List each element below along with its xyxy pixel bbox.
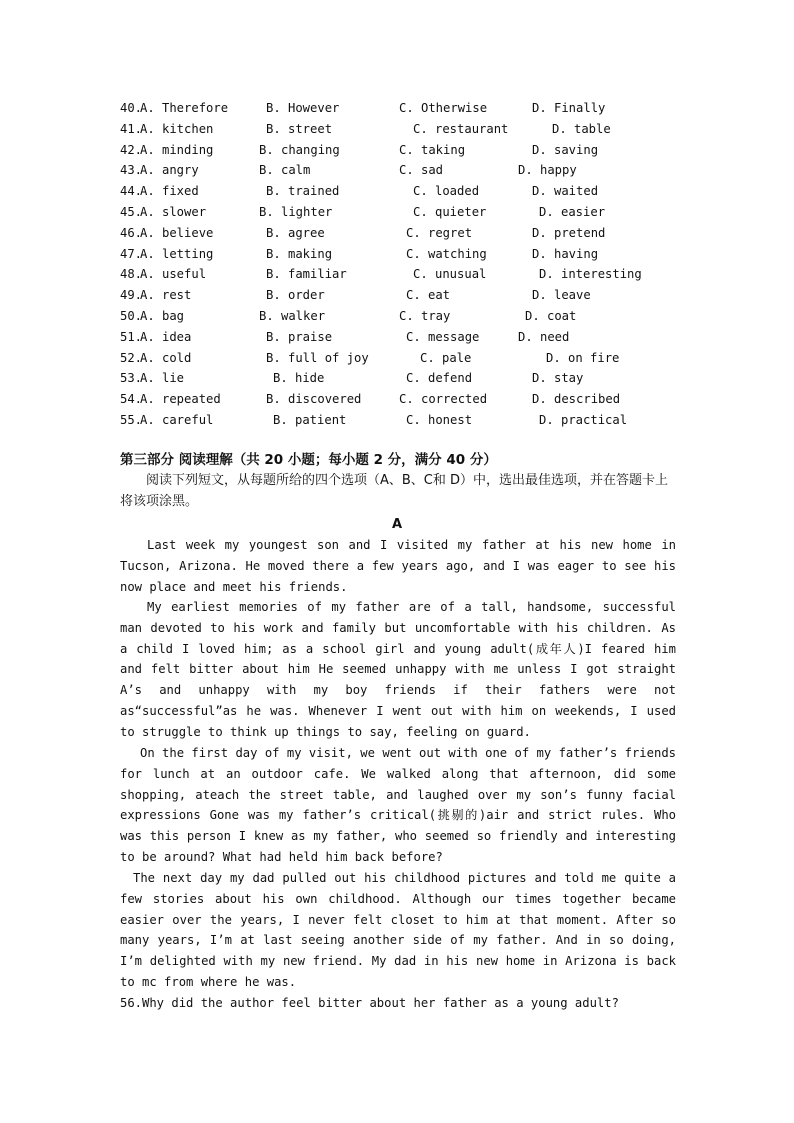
question-number: 48. [120, 267, 143, 282]
option-c: C. message [406, 329, 480, 344]
instruction-text: 阅读下列短文，从每题所给的四个选项（A、B、C和 D）中，选出最佳选项，并在答题卡上将该项涂黑。 [120, 473, 669, 509]
option-c: C. unusual [413, 267, 487, 282]
option-b: B. praise [266, 329, 333, 344]
passage-title: A [391, 517, 403, 532]
option-d: D. saving [532, 142, 599, 157]
option-a: A. minding [140, 142, 214, 157]
option-a: A. Therefore [140, 101, 229, 115]
option-b: B. order [266, 288, 325, 303]
option-a: A. fixed [140, 184, 199, 199]
option-c: C. quieter [413, 205, 487, 219]
question-number: 50. [120, 309, 143, 323]
option-a: A. slower [140, 205, 207, 219]
option-b: B. trained [266, 184, 340, 199]
option-d: D. described [532, 392, 621, 407]
option-c: C. corrected [399, 392, 488, 407]
question-number: 47. [120, 246, 143, 261]
option-a: A. repeated [140, 392, 221, 407]
option-c: C. Otherwise [399, 101, 488, 115]
passage-paragraph: Last week my youngest son and I visited my father at his new home in Tucson, Arizona. He moved there a few years ago, and I was eager to see his now place and meet his friends. [120, 538, 676, 594]
option-a: A. believe [140, 225, 214, 240]
option-d: D. coat [525, 309, 577, 323]
question-number: 43. [120, 163, 143, 178]
option-d: D. leave [532, 288, 591, 303]
option-a: A. useful [140, 267, 207, 282]
option-c: C. regret [406, 225, 473, 240]
option-d: D. Finally [532, 101, 606, 115]
option-d: D. pretend [532, 225, 606, 240]
option-d: D. stay [532, 371, 584, 386]
option-b: B. familiar [266, 267, 347, 282]
option-b: B. walker [259, 309, 326, 323]
option-a: A. rest [140, 288, 192, 303]
option-d: D. table [552, 121, 611, 136]
option-b: B. making [266, 246, 333, 261]
question-number: 49. [120, 288, 143, 303]
question-number: 45. [120, 205, 143, 219]
option-b: B. street [266, 121, 333, 136]
option-d: D. on fire [546, 350, 620, 365]
option-b: B. agree [266, 225, 325, 240]
option-b: B. calm [259, 163, 311, 178]
option-b: B. However [266, 101, 340, 115]
option-c: C. loaded [413, 184, 480, 199]
question-number: 44. [120, 184, 143, 199]
option-a: A. kitchen [140, 121, 214, 136]
question-number: 55. [120, 413, 143, 427]
option-d: D. easier [539, 205, 606, 219]
option-a: A. bag [140, 309, 185, 323]
option-c: C. sad [399, 163, 444, 178]
option-d: D. interesting [539, 267, 642, 282]
question-number: 40. [120, 101, 143, 115]
option-a: A. idea [140, 329, 192, 344]
question-56: 56.Why did the author feel bitter about her father as a young adult? [120, 996, 619, 1010]
section-heading: 第三部分 阅读理解（共 20 小题；每小题 2 分，满分 40 分） [120, 452, 497, 468]
option-b: B. changing [259, 142, 340, 157]
question-number: 46. [120, 225, 143, 240]
question-number: 52. [120, 350, 143, 365]
option-a: A. careful [140, 413, 214, 427]
question-number: 54. [120, 392, 143, 407]
option-d: D. happy [518, 163, 577, 178]
option-c: C. pale [420, 350, 472, 365]
option-a: A. lie [140, 371, 185, 386]
option-c: C. restaurant [413, 121, 509, 136]
option-d: D. having [532, 246, 599, 261]
option-c: C. defend [406, 371, 473, 386]
option-c: C. watching [406, 246, 487, 261]
option-b: B. patient [273, 413, 347, 427]
option-c: C. honest [406, 413, 473, 427]
question-number: 51. [120, 329, 143, 344]
option-d: D. practical [539, 413, 628, 427]
passage-paragraph: My earliest memories of my father are of a tall, handsome, successful man devoted to his work and family but uncomfortable with his children. As a child I loved him; as a school girl and young adult(成年人)I feared him and felt bitter about him He seemed unhappy with me unless I got straight A’s and unhappy with my boy friends if their fathers were not as“successful”as he was. Whenever I went out with him on weekends, I used to struggle to think up things to say, feeling on guard. [120, 600, 676, 739]
option-d: D. need [518, 329, 570, 344]
option-b: B. lighter [259, 205, 333, 219]
option-c: C. taking [399, 142, 466, 157]
option-b: B. hide [273, 371, 325, 386]
option-b: B. discovered [266, 392, 362, 407]
option-a: A. letting [140, 246, 214, 261]
option-c: C. tray [399, 309, 451, 323]
passage-paragraph: On the first day of my visit, we went out with one of my father’s friends for lunch at an outdoor cafe. We walked along that afternoon, did some shopping, ateach the street table, and laughed over my son’s funny facial expressions Gone was my father’s critical(挑剔的)air and strict rules. Who was this person I knew as my father, who seemed so friendly and interesting to be around? What had held him back before? [120, 746, 676, 864]
question-number: 42. [120, 142, 143, 157]
option-a: A. angry [140, 163, 199, 178]
option-c: C. eat [406, 288, 451, 303]
option-a: A. cold [140, 350, 192, 365]
option-d: D. waited [532, 184, 599, 199]
passage-paragraph: The next day my dad pulled out his childhood pictures and told me quite a few stories about his own childhood. Although our times together became easier over the years, I never felt closet to him at that moment. After so many years, I’m at last seeing another side of my father. And in so doing, I’m delighted with my new friend. My dad in his new home in Arizona is back to mc from where he was. [120, 871, 676, 989]
question-number: 53. [120, 371, 143, 386]
option-b: B. full of joy [266, 350, 369, 365]
question-number: 41. [120, 121, 143, 136]
